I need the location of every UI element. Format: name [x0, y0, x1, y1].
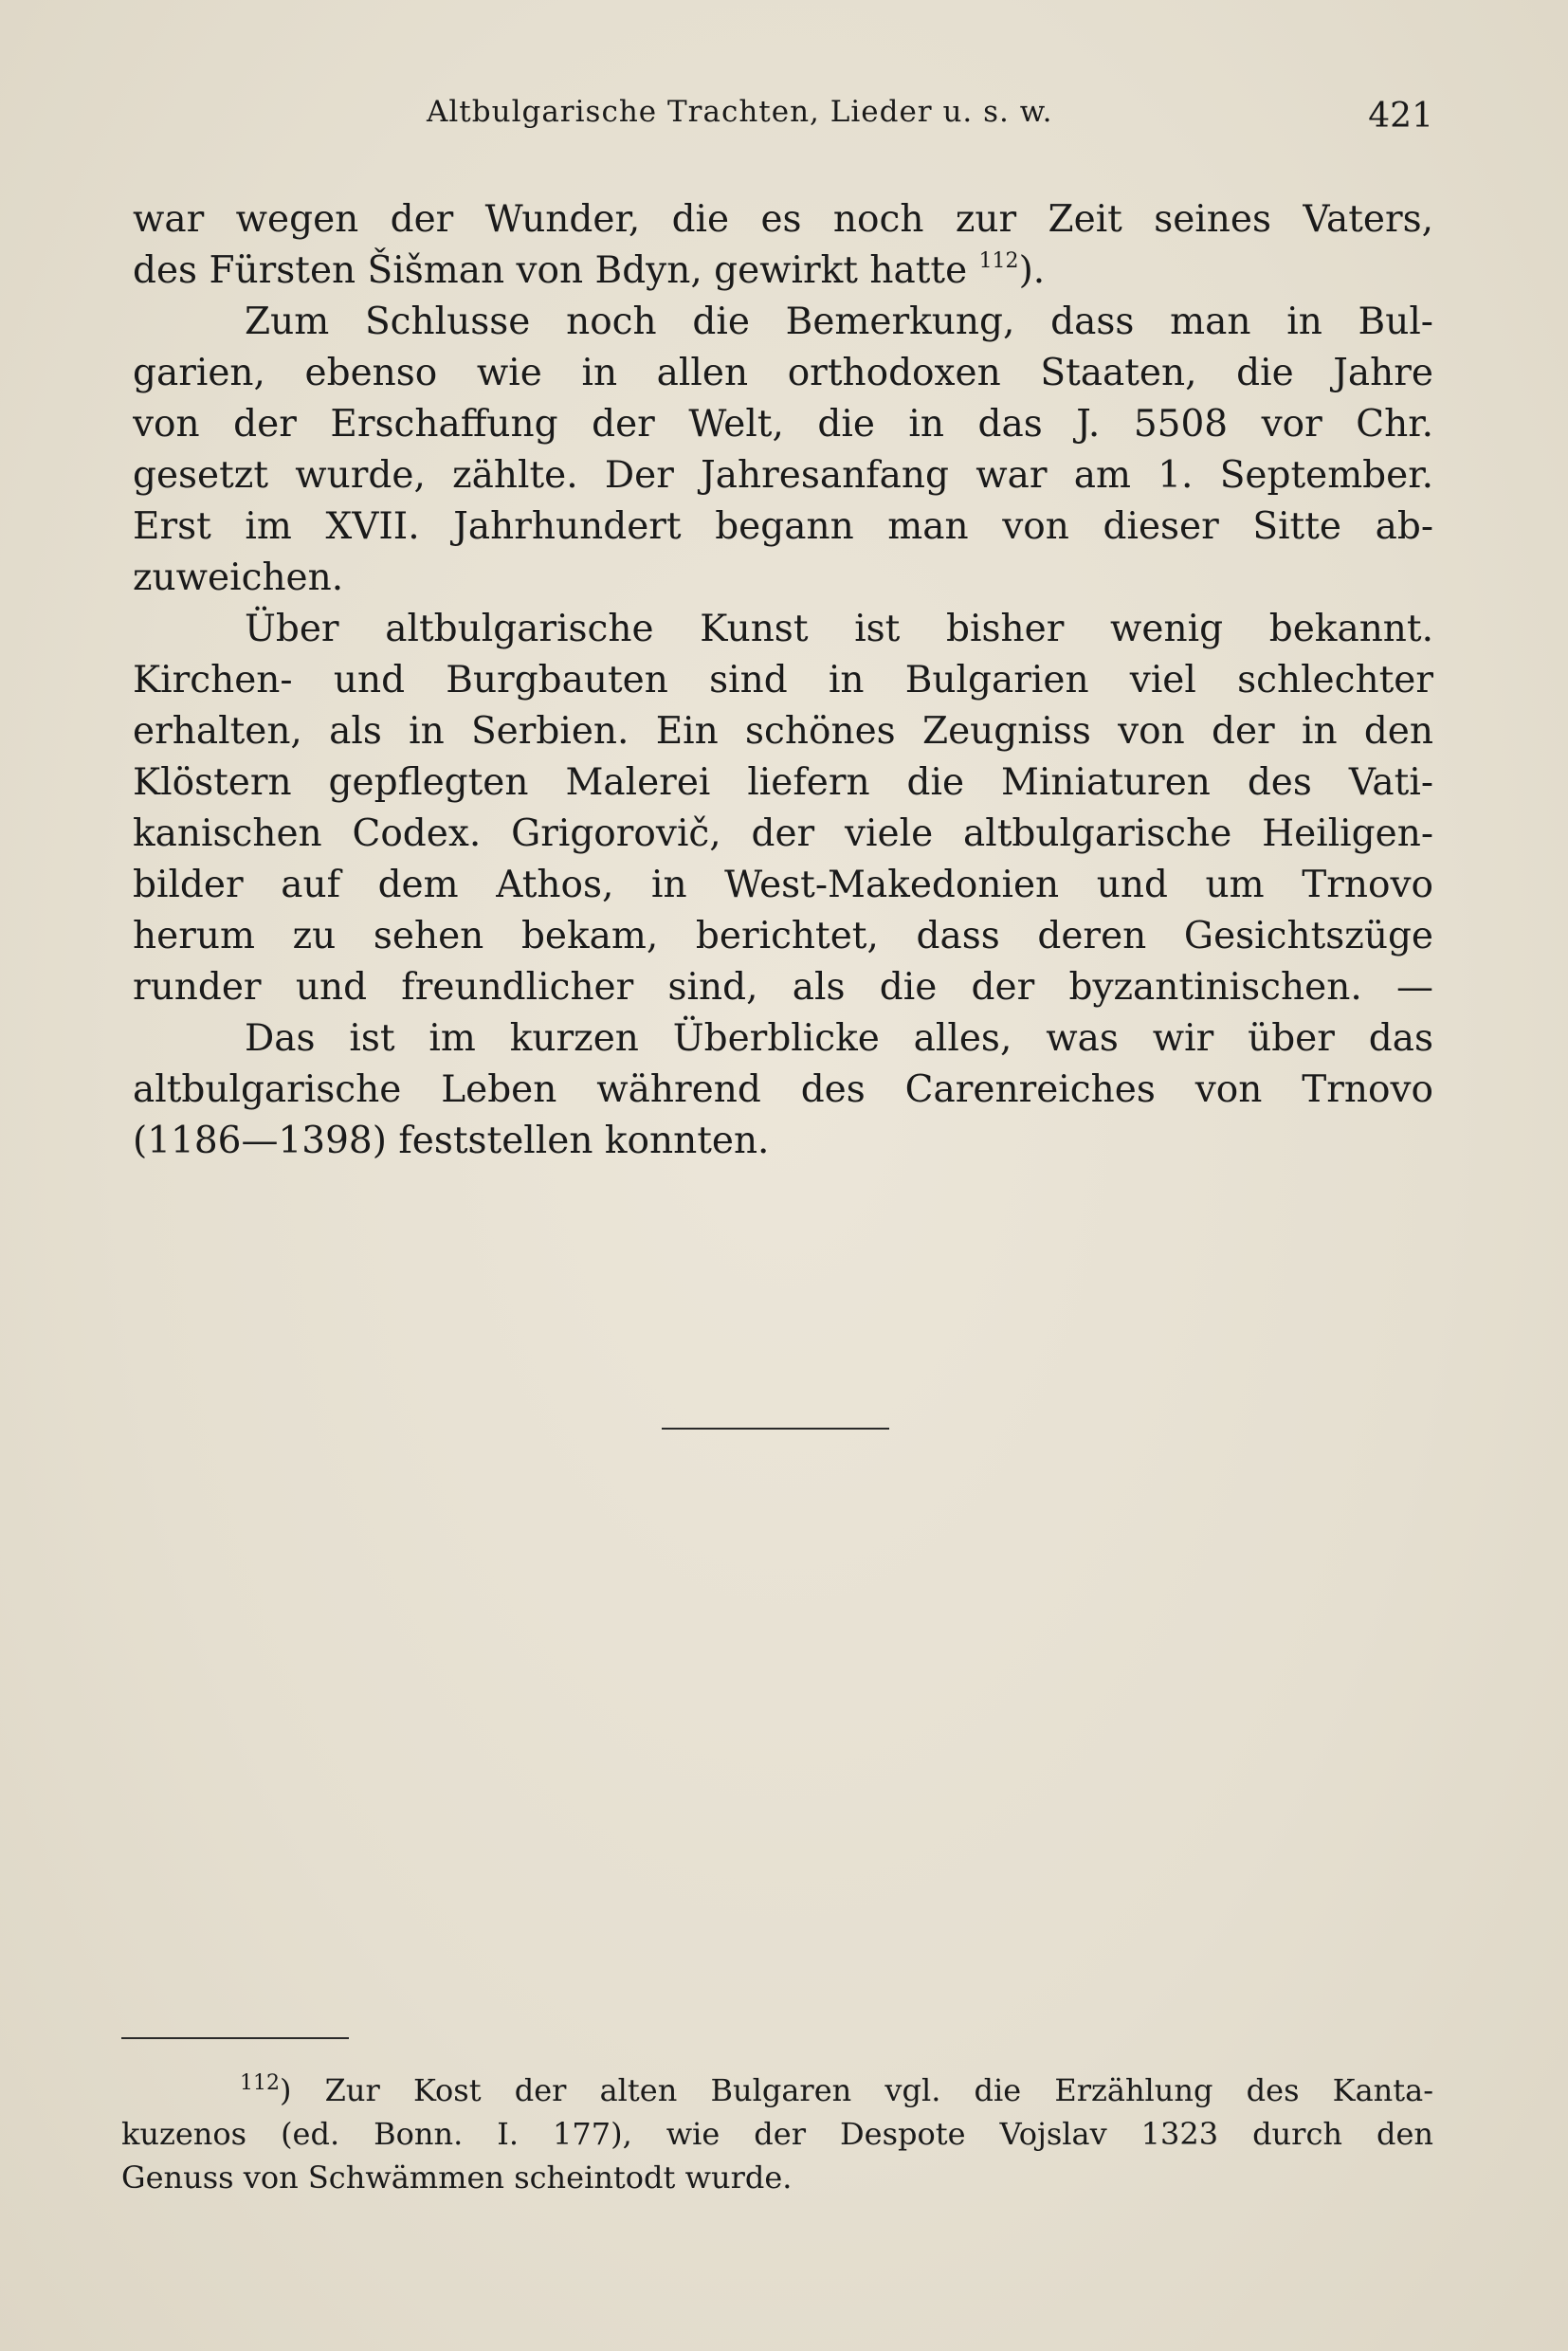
footnote-rule	[121, 2037, 349, 2039]
footnotes	[121, 2069, 1433, 2199]
text-line: Erst im XVII. Jahrhundert begann man von dieser Sitte ab-	[133, 505, 1433, 548]
footnote-line: Genuss von Schwämmen scheintodt wurde.	[121, 2160, 793, 2196]
footnote-reference[interactable]: 112	[978, 249, 1019, 273]
running-title: Altbulgarische Trachten, Lieder u. s. w.	[427, 95, 1053, 129]
text-line: gesetzt wurde, zählte. Der Jahresanfang war am 1. September.	[133, 454, 1433, 497]
text-line: Das ist im kurzen Überblicke alles, was wir über das	[245, 1017, 1433, 1060]
footnote-line: kuzenos (ed. Bonn. I. 177), wie der Despote Vojslav 1323 durch den	[121, 2116, 1433, 2152]
section-separator	[662, 1428, 889, 1430]
text-line: Klöstern gepflegten Malerei liefern die Miniaturen des Vati-	[133, 761, 1433, 804]
page-number: 421	[1368, 97, 1433, 136]
text-line: Über altbulgarische Kunst ist bisher wenig bekannt.	[245, 608, 1433, 650]
text-line: garien, ebenso wie in allen orthodoxen Staaten, die Jahre	[133, 352, 1433, 394]
text-line: zuweichen.	[133, 556, 344, 599]
text-line: bilder auf dem Athos, in West-Makedonien und um Trnovo	[133, 864, 1433, 906]
text-line: (1186—1398) feststellen konnten.	[133, 1120, 770, 1162]
text-line: herum zu sehen bekam, berichtet, dass deren Gesichtszüge	[133, 915, 1433, 957]
footnote-number: 112	[240, 2071, 280, 2095]
text-line: kanischen Codex. Grigorovič, der viele altbulgarische Heiligen-	[133, 812, 1433, 855]
text-line: Zum Schlusse noch die Bemerkung, dass man in Bul-	[245, 301, 1433, 343]
text-line: von der Erschaffung der Welt, die in das J. 5508 vor Chr.	[133, 403, 1433, 446]
text-line: Kirchen- und Burgbauten sind in Bulgarien viel schlechter	[133, 659, 1433, 702]
text-line: erhalten, als in Serbien. Ein schönes Zeugniss von der in den	[133, 710, 1433, 753]
text-line: runder und freundlicher sind, als die der byzantinischen. —	[133, 966, 1433, 1009]
body-text	[133, 194, 1433, 1167]
footnote-line: $^{112}$) Zur Kost der alten Bulgaren vgl. die Erzählung des Kanta-	[240, 2071, 1433, 2108]
text-line: altbulgarische Leben während des Carenreiches von Trnovo	[133, 1068, 1433, 1111]
text-line: des Fürsten Šišman von Bdyn, gewirkt hatte $^{112}$).	[133, 249, 1046, 292]
text-line: war wegen der Wunder, die es noch zur Zeit seines Vaters,	[133, 198, 1433, 241]
running-head	[133, 95, 1433, 152]
